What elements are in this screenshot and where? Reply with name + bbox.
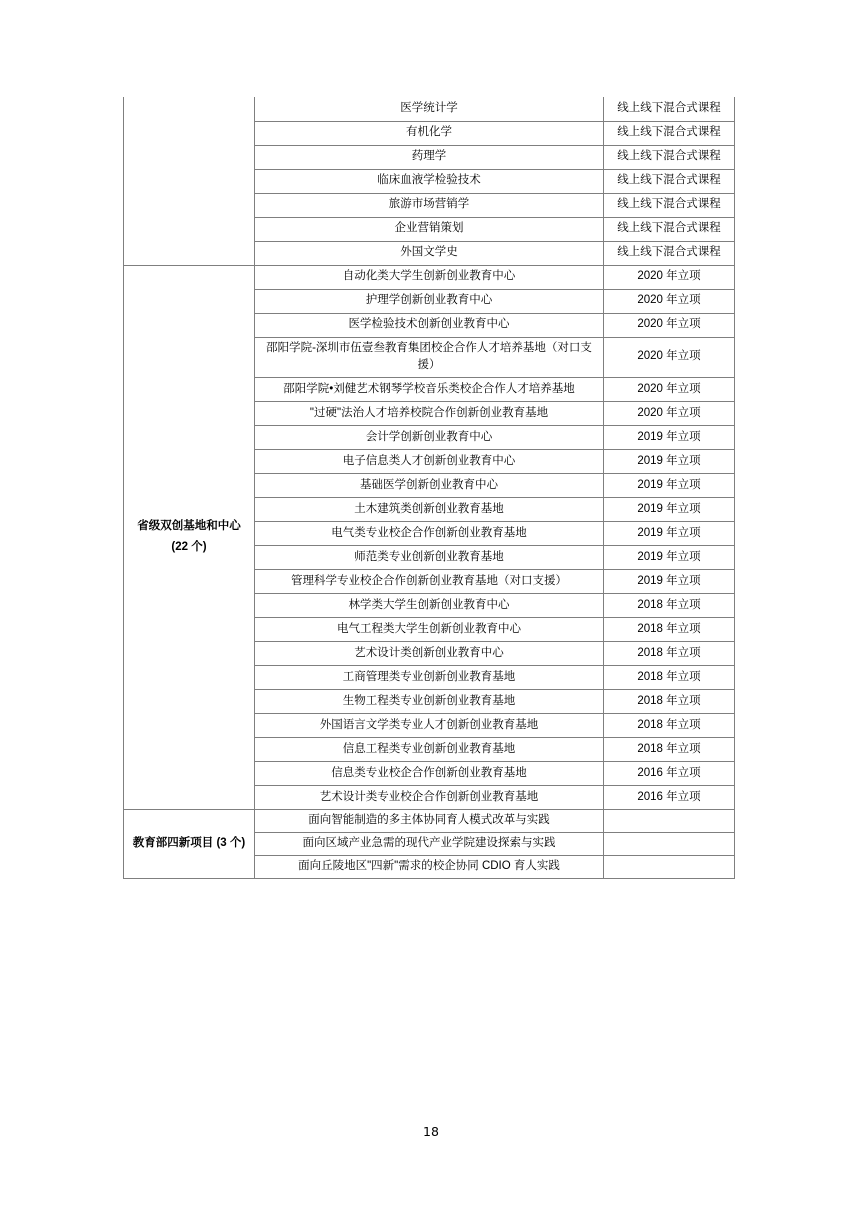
status-cell: 2020 年立项 [604, 289, 735, 313]
category-cell [124, 810, 255, 878]
project-name-cell: 有机化学 [255, 121, 604, 145]
category-cell [124, 265, 255, 810]
status-cell: 2016 年立项 [604, 762, 735, 786]
category-label: 教育部四新项目 (3 个) [132, 836, 246, 849]
status-cell: 2019 年立项 [604, 570, 735, 594]
table-body [124, 97, 735, 878]
status-cell: 2019 年立项 [604, 522, 735, 546]
project-name-cell: 临床血液学检验技术 [255, 169, 604, 193]
project-name-cell: 企业营销策划 [255, 217, 604, 241]
status-cell: 2019 年立项 [604, 474, 735, 498]
status-cell: 线上线下混合式课程 [604, 169, 735, 193]
project-name-cell: 工商管理类专业创新创业教育基地 [255, 666, 604, 690]
project-name-cell: 土木建筑类创新创业教育基地 [255, 498, 604, 522]
project-name-cell: 林学类大学生创新创业教育中心 [255, 594, 604, 618]
status-cell: 线上线下混合式课程 [604, 193, 735, 217]
projects-table [123, 97, 735, 879]
project-name-cell: 邵阳学院•刘健艺术钢琴学校音乐类校企合作人才培养基地 [255, 378, 604, 402]
status-cell: 2018 年立项 [604, 714, 735, 738]
project-name-cell: 旅游市场营销学 [255, 193, 604, 217]
project-name-cell: 电气工程类大学生创新创业教育中心 [255, 618, 604, 642]
project-name-cell: 生物工程类专业创新创业教育基地 [255, 690, 604, 714]
project-name-cell: 艺术设计类创新创业教育中心 [255, 642, 604, 666]
status-cell: 2018 年立项 [604, 666, 735, 690]
page-number: 18 [423, 1124, 439, 1139]
project-name-cell: 邵阳学院-深圳市伍壹叁教育集团校企合作人才培养基地（对口支援） [255, 337, 604, 378]
status-cell [604, 832, 735, 855]
status-cell: 2020 年立项 [604, 337, 735, 378]
table-row [124, 265, 735, 289]
status-cell: 2020 年立项 [604, 402, 735, 426]
project-name-cell: 师范类专业创新创业教育基地 [255, 546, 604, 570]
project-name-cell: 会计学创新创业教育中心 [255, 426, 604, 450]
status-cell: 2019 年立项 [604, 498, 735, 522]
status-cell: 2018 年立项 [604, 618, 735, 642]
status-cell: 2020 年立项 [604, 378, 735, 402]
status-cell: 2019 年立项 [604, 450, 735, 474]
category-cell [124, 97, 255, 265]
project-name-cell: 护理学创新创业教育中心 [255, 289, 604, 313]
table-row [124, 97, 735, 121]
status-cell: 2020 年立项 [604, 313, 735, 337]
project-name-cell: 面向区域产业急需的现代产业学院建设探索与实践 [255, 832, 604, 855]
project-name-cell: 面向智能制造的多主体协同育人模式改革与实践 [255, 810, 604, 833]
status-cell: 线上线下混合式课程 [604, 145, 735, 169]
project-name-cell: 外国语言文学类专业人才创新创业教育基地 [255, 714, 604, 738]
project-name-cell: 艺术设计类专业校企合作创新创业教育基地 [255, 786, 604, 810]
status-cell: 2019 年立项 [604, 426, 735, 450]
status-cell: 2018 年立项 [604, 738, 735, 762]
status-cell: 线上线下混合式课程 [604, 217, 735, 241]
status-cell: 2018 年立项 [604, 594, 735, 618]
project-name-cell: 基础医学创新创业教育中心 [255, 474, 604, 498]
category-label: 省级双创基地和中心 [137, 520, 241, 532]
project-name-cell: 外国文学史 [255, 241, 604, 265]
status-cell: 2016 年立项 [604, 786, 735, 810]
status-cell: 2018 年立项 [604, 690, 735, 714]
project-name-cell: 药理学 [255, 145, 604, 169]
project-name-cell: "过硬"法治人才培养校院合作创新创业教育基地 [255, 402, 604, 426]
status-cell: 2020 年立项 [604, 265, 735, 289]
status-cell [604, 855, 735, 878]
project-name-cell: 医学检验技术创新创业教育中心 [255, 313, 604, 337]
status-cell: 线上线下混合式课程 [604, 97, 735, 121]
category-label: (22 个) [171, 540, 207, 553]
status-cell: 线上线下混合式课程 [604, 241, 735, 265]
project-name-cell: 自动化类大学生创新创业教育中心 [255, 265, 604, 289]
project-name-cell: 医学统计学 [255, 97, 604, 121]
project-name-cell: 电子信息类人才创新创业教育中心 [255, 450, 604, 474]
status-cell: 线上线下混合式课程 [604, 121, 735, 145]
project-name-cell: 信息工程类专业创新创业教育基地 [255, 738, 604, 762]
project-name-cell: 管理科学专业校企合作创新创业教育基地（对口支援） [255, 570, 604, 594]
status-cell: 2018 年立项 [604, 642, 735, 666]
project-name-cell: 信息类专业校企合作创新创业教育基地 [255, 762, 604, 786]
project-name-cell: 面向丘陵地区"四新"需求的校企协同 CDIO 育人实践 [255, 855, 604, 878]
table-row [124, 810, 735, 833]
status-cell: 2019 年立项 [604, 546, 735, 570]
status-cell [604, 810, 735, 833]
project-name-cell: 电气类专业校企合作创新创业教育基地 [255, 522, 604, 546]
